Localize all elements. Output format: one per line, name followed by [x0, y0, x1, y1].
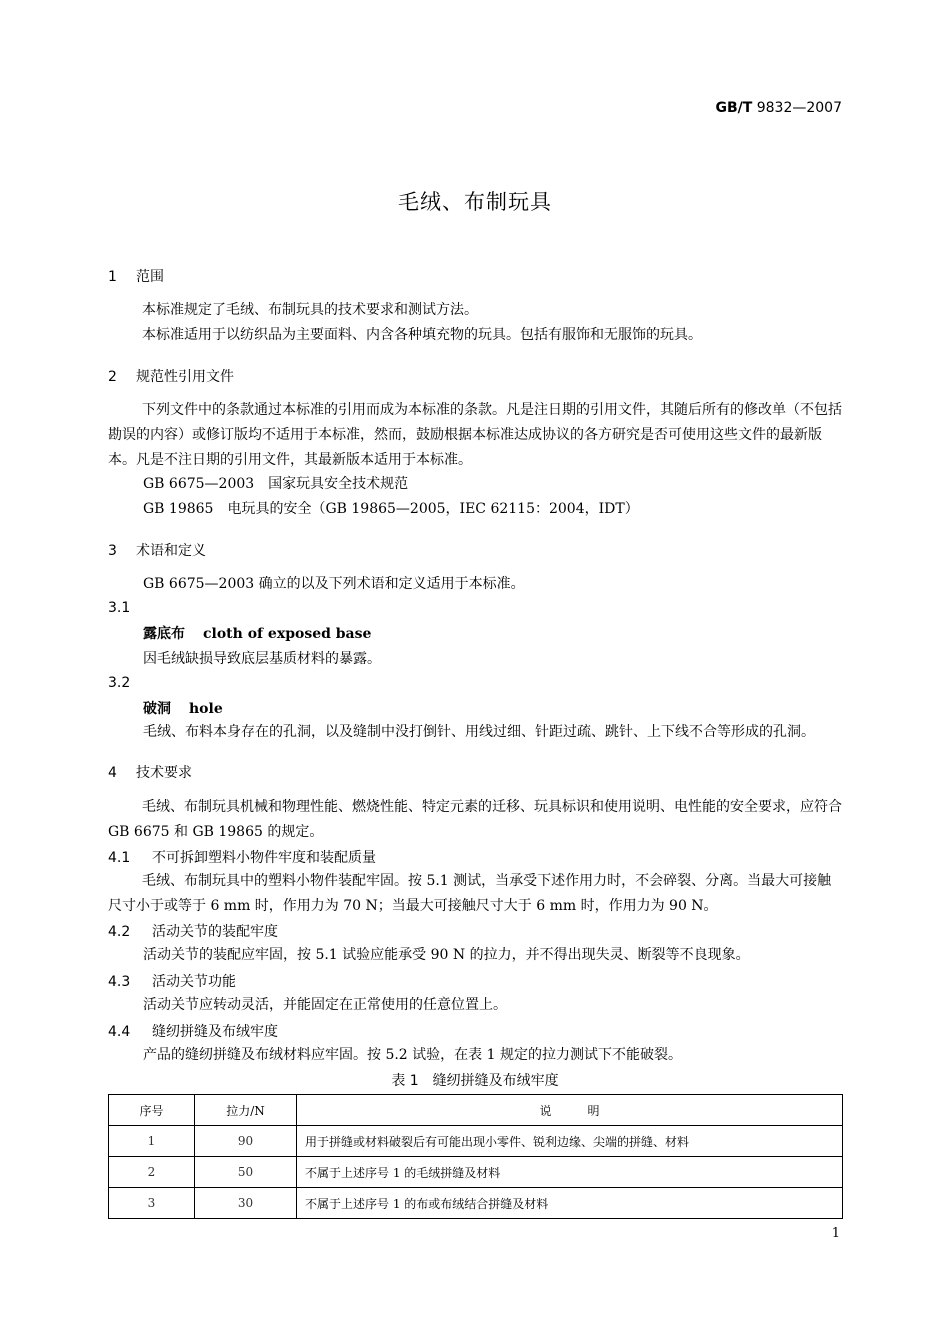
reference-gb19865: GB 19865 电玩具的安全（GB 19865—2005，IEC 62115：2004，IDT）	[143, 501, 639, 517]
term-3-2-definition: 毛绒、布料本身存在的孔洞，以及缝制中没打倒针、用线过细、针距过疏、跳针、上下线不合等形成的孔洞。	[143, 724, 815, 740]
section-3-heading: 3 术语和定义	[108, 543, 206, 559]
document-title: 毛绒、布制玩具	[398, 190, 552, 214]
cell-force: 90	[195, 1126, 297, 1157]
cell-description: 用于拼缝或材料破裂后有可能出现小零件、锐利边缘、尖端的拼缝、材料	[297, 1126, 843, 1157]
term-3-1-title: 露底布 cloth of exposed base	[143, 626, 372, 642]
section-4-para-1: 毛绒、布制玩具机械和物理性能、燃烧性能、特定元素的迁移、玩具标识和使用说明、电性能的安全要求，应符合 GB 6675 和 GB 19865 的规定。	[108, 799, 842, 840]
clause-4-1-heading: 4.1 不可拆卸塑料小物件牢度和装配质量	[108, 850, 376, 866]
cell-force: 30	[195, 1188, 297, 1219]
standard-code: GB/T 9832—2007	[715, 100, 842, 116]
cell-description: 不属于上述序号 1 的布或布绒结合拼缝及材料	[297, 1188, 843, 1219]
clause-4-4-text: 产品的缝纫拼缝及布绒材料应牢固。按 5.2 试验，在表 1 规定的拉力测试下不能破裂。	[143, 1047, 682, 1063]
term-3-1-number: 3.1	[108, 600, 131, 616]
section-1-heading: 1 范围	[108, 269, 164, 285]
reference-gb6675: GB 6675—2003 国家玩具安全技术规范	[143, 476, 409, 492]
header-force: 拉力/N	[195, 1095, 297, 1126]
section-3-para-1: GB 6675—2003 确立的以及下列术语和定义适用于本标准。	[143, 576, 525, 592]
section-2-heading: 2 规范性引用文件	[108, 369, 234, 385]
table-row	[109, 1157, 843, 1188]
cell-no: 1	[109, 1126, 195, 1157]
term-3-2-title: 破洞 hole	[143, 701, 223, 717]
table-caption: 表 1 缝纫拼缝及布绒牢度	[391, 1073, 559, 1089]
header-description: 说 明	[297, 1095, 843, 1126]
header-no: 序号	[109, 1095, 195, 1126]
table-header-row	[109, 1095, 843, 1126]
clause-4-3-text: 活动关节应转动灵活，并能固定在正常使用的任意位置上。	[143, 997, 507, 1013]
table-row	[109, 1188, 843, 1219]
seam-strength-table	[108, 1094, 843, 1219]
cell-no: 3	[109, 1188, 195, 1219]
page-number: 1	[831, 1226, 840, 1241]
cell-force: 50	[195, 1157, 297, 1188]
clause-4-1-text: 毛绒、布制玩具中的塑料小物件装配牢固。按 5.1 测试，当承受下述作用力时，不会碎裂、分离。当最大可接触尺寸小于或等于 6 mm 时，作用力为 70 N；当最大可接触尺寸大于 6 mm 时，作用力为 90 N。	[108, 873, 832, 914]
section-2-para-1: 下列文件中的条款通过本标准的引用而成为本标准的条款。凡是注日期的引用文件，其随后所有的修改单（不包括勘误的内容）或修订版均不适用于本标准，然而，鼓励根据本标准达成协议的各方研究是否可使用这些文件的最新版本。凡是不注日期的引用文件，其最新版本适用于本标准。	[108, 402, 842, 468]
clause-4-2-text: 活动关节的装配应牢固，按 5.1 试验应能承受 90 N 的拉力，并不得出现失灵、断裂等不良现象。	[143, 947, 750, 963]
clause-4-4-heading: 4.4 缝纫拼缝及布绒牢度	[108, 1024, 278, 1040]
clause-4-2-heading: 4.2 活动关节的装配牢度	[108, 924, 278, 940]
clause-4-3-heading: 4.3 活动关节功能	[108, 974, 236, 990]
section-1-para-2: 本标准适用于以纺织品为主要面料、内含各种填充物的玩具。包括有服饰和无服饰的玩具。	[142, 327, 702, 343]
term-3-1-definition: 因毛绒缺损导致底层基质材料的暴露。	[143, 651, 381, 667]
term-3-2-number: 3.2	[108, 675, 131, 691]
section-4-heading: 4 技术要求	[108, 765, 192, 781]
cell-description: 不属于上述序号 1 的毛绒拼缝及材料	[297, 1157, 843, 1188]
cell-no: 2	[109, 1157, 195, 1188]
table-row	[109, 1126, 843, 1157]
section-1-para-1: 本标准规定了毛绒、布制玩具的技术要求和测试方法。	[142, 302, 478, 318]
